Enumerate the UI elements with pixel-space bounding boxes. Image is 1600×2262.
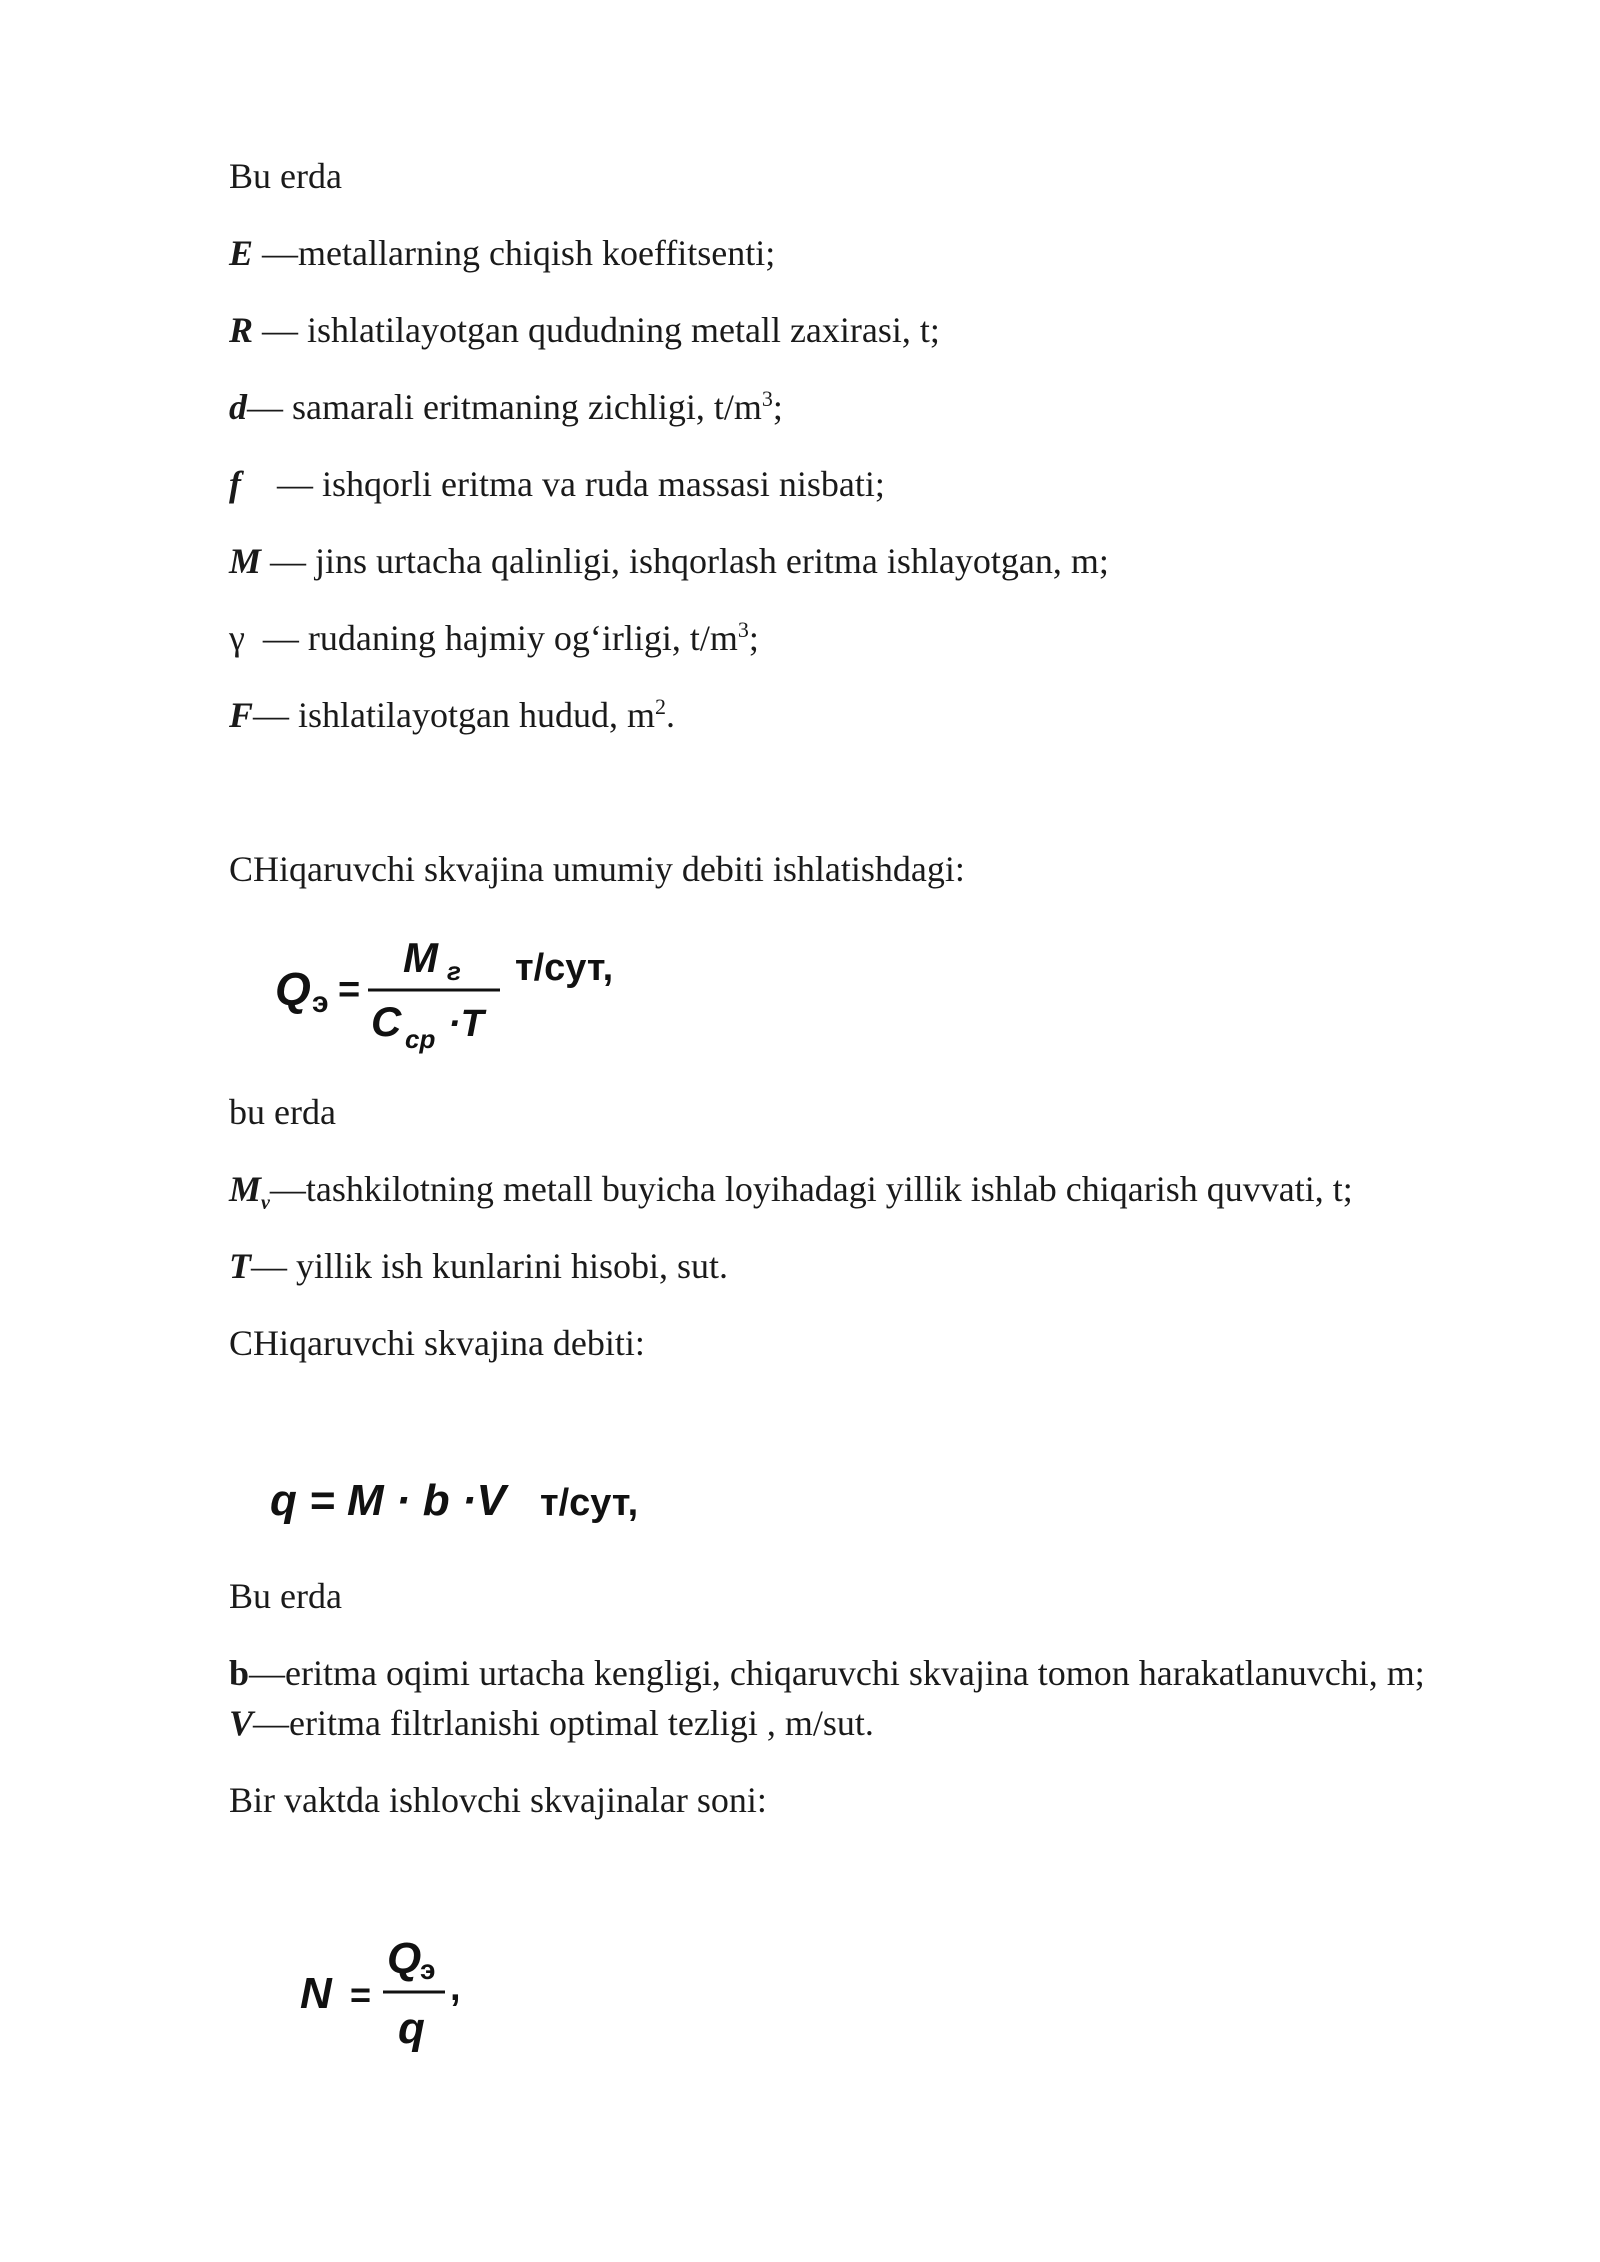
superscript: 3 <box>761 386 773 411</box>
definition-text: —eritma oqimi urtacha kengligi, chiqaruvchi skvajina tomon harakatlanuvchi, m; <box>249 1653 1425 1693</box>
subscript: v <box>261 1192 270 1215</box>
symbol: T <box>229 1246 251 1286</box>
formula-well-count <box>295 1925 515 2065</box>
definition-f <box>229 466 885 502</box>
section-heading: Bir vaktda ishlovchi skvajinalar soni: <box>229 1780 767 1820</box>
formula-well-debit <box>268 1465 688 1535</box>
definition-text: — jins urtacha qalinligi, ishqorlash eritma ishlayotgan, m; <box>261 541 1109 581</box>
symbol: E <box>229 233 254 273</box>
formula-numerator: Q <box>387 1934 422 1983</box>
definition-d <box>229 386 783 427</box>
formula-expression: q = M · b ·V <box>270 1476 506 1525</box>
formula-numerator-sub: э <box>420 1954 436 1985</box>
definition-r <box>229 312 940 348</box>
symbol: V <box>229 1703 254 1743</box>
definition-t <box>229 1248 728 1284</box>
definition-text: — ishqorli eritma va ruda massasi nisbati; <box>241 464 885 504</box>
definition-tail: ; <box>748 618 759 658</box>
superscript: 2 <box>654 694 666 719</box>
definition-tail: ; <box>772 387 783 427</box>
definition-gamma <box>229 617 759 658</box>
definition-text: — ishlatilayotgan hudud, m <box>253 695 655 735</box>
formula-total-debit <box>270 920 670 1060</box>
formula-lhs-sub: э <box>312 986 329 1019</box>
definition-text: —eritma filtrlanishi optimal tezligi , m/sut. <box>253 1703 874 1743</box>
formula-numerator: M <box>403 934 438 981</box>
definition-m <box>229 543 1109 579</box>
definition-text: —metallarning chiqish koeffitsenti; <box>253 233 776 273</box>
formula-denominator-tail: ·T <box>448 1003 484 1045</box>
symbol: F <box>229 695 254 735</box>
definition-mv <box>229 1169 1353 1215</box>
definition-v <box>229 1705 874 1741</box>
symbol: R <box>229 310 254 350</box>
definition-text: — samarali eritmaning zichligi, t/m <box>247 387 762 427</box>
formula-denominator: q <box>398 2004 425 2053</box>
symbol: γ <box>229 618 245 658</box>
symbol: f <box>229 464 241 504</box>
definition-tail: . <box>665 695 675 735</box>
intro-text: bu erda <box>229 1092 336 1132</box>
formula-equals: = <box>338 969 361 1011</box>
formula-unit: т/сут, <box>540 1482 639 1524</box>
definition-text: — yillik ish kunlarini hisobi, sut. <box>251 1246 729 1286</box>
intro-text: Bu erda <box>229 156 342 196</box>
formula-denominator-sub: ср <box>405 1024 436 1054</box>
symbol: M <box>229 1169 262 1209</box>
formula-lhs: N <box>300 1969 332 2018</box>
formula-tail: , <box>450 1967 461 2009</box>
definition-text: —tashkilotning metall buyicha loyihadagi yillik ishlab chiqarish quvvati, t; <box>269 1169 1353 1209</box>
definition-f-area <box>229 694 675 735</box>
superscript: 3 <box>737 617 749 642</box>
definition-b <box>229 1655 1425 1691</box>
formula-denominator: C <box>371 998 402 1045</box>
symbol: d <box>229 387 247 427</box>
symbol: b <box>229 1653 250 1693</box>
symbol: M <box>229 541 262 581</box>
formula-lhs: Q <box>275 963 311 1015</box>
section-heading: CHiqaruvchi skvajina debiti: <box>229 1323 645 1363</box>
definition-e <box>229 235 775 271</box>
formula-equals: = <box>350 1974 372 2015</box>
formula-unit: т/сут, <box>515 947 614 989</box>
formula-numerator-sub: г <box>447 956 461 986</box>
section-heading: CHiqaruvchi skvajina umumiy debiti ishlatishdagi: <box>229 849 965 889</box>
definition-text: — rudaning hajmiy og‘irligi, t/m <box>244 618 738 658</box>
intro-text: Bu erda <box>229 1576 342 1616</box>
definition-text: — ishlatilayotgan qududning metall zaxirasi, t; <box>253 310 940 350</box>
